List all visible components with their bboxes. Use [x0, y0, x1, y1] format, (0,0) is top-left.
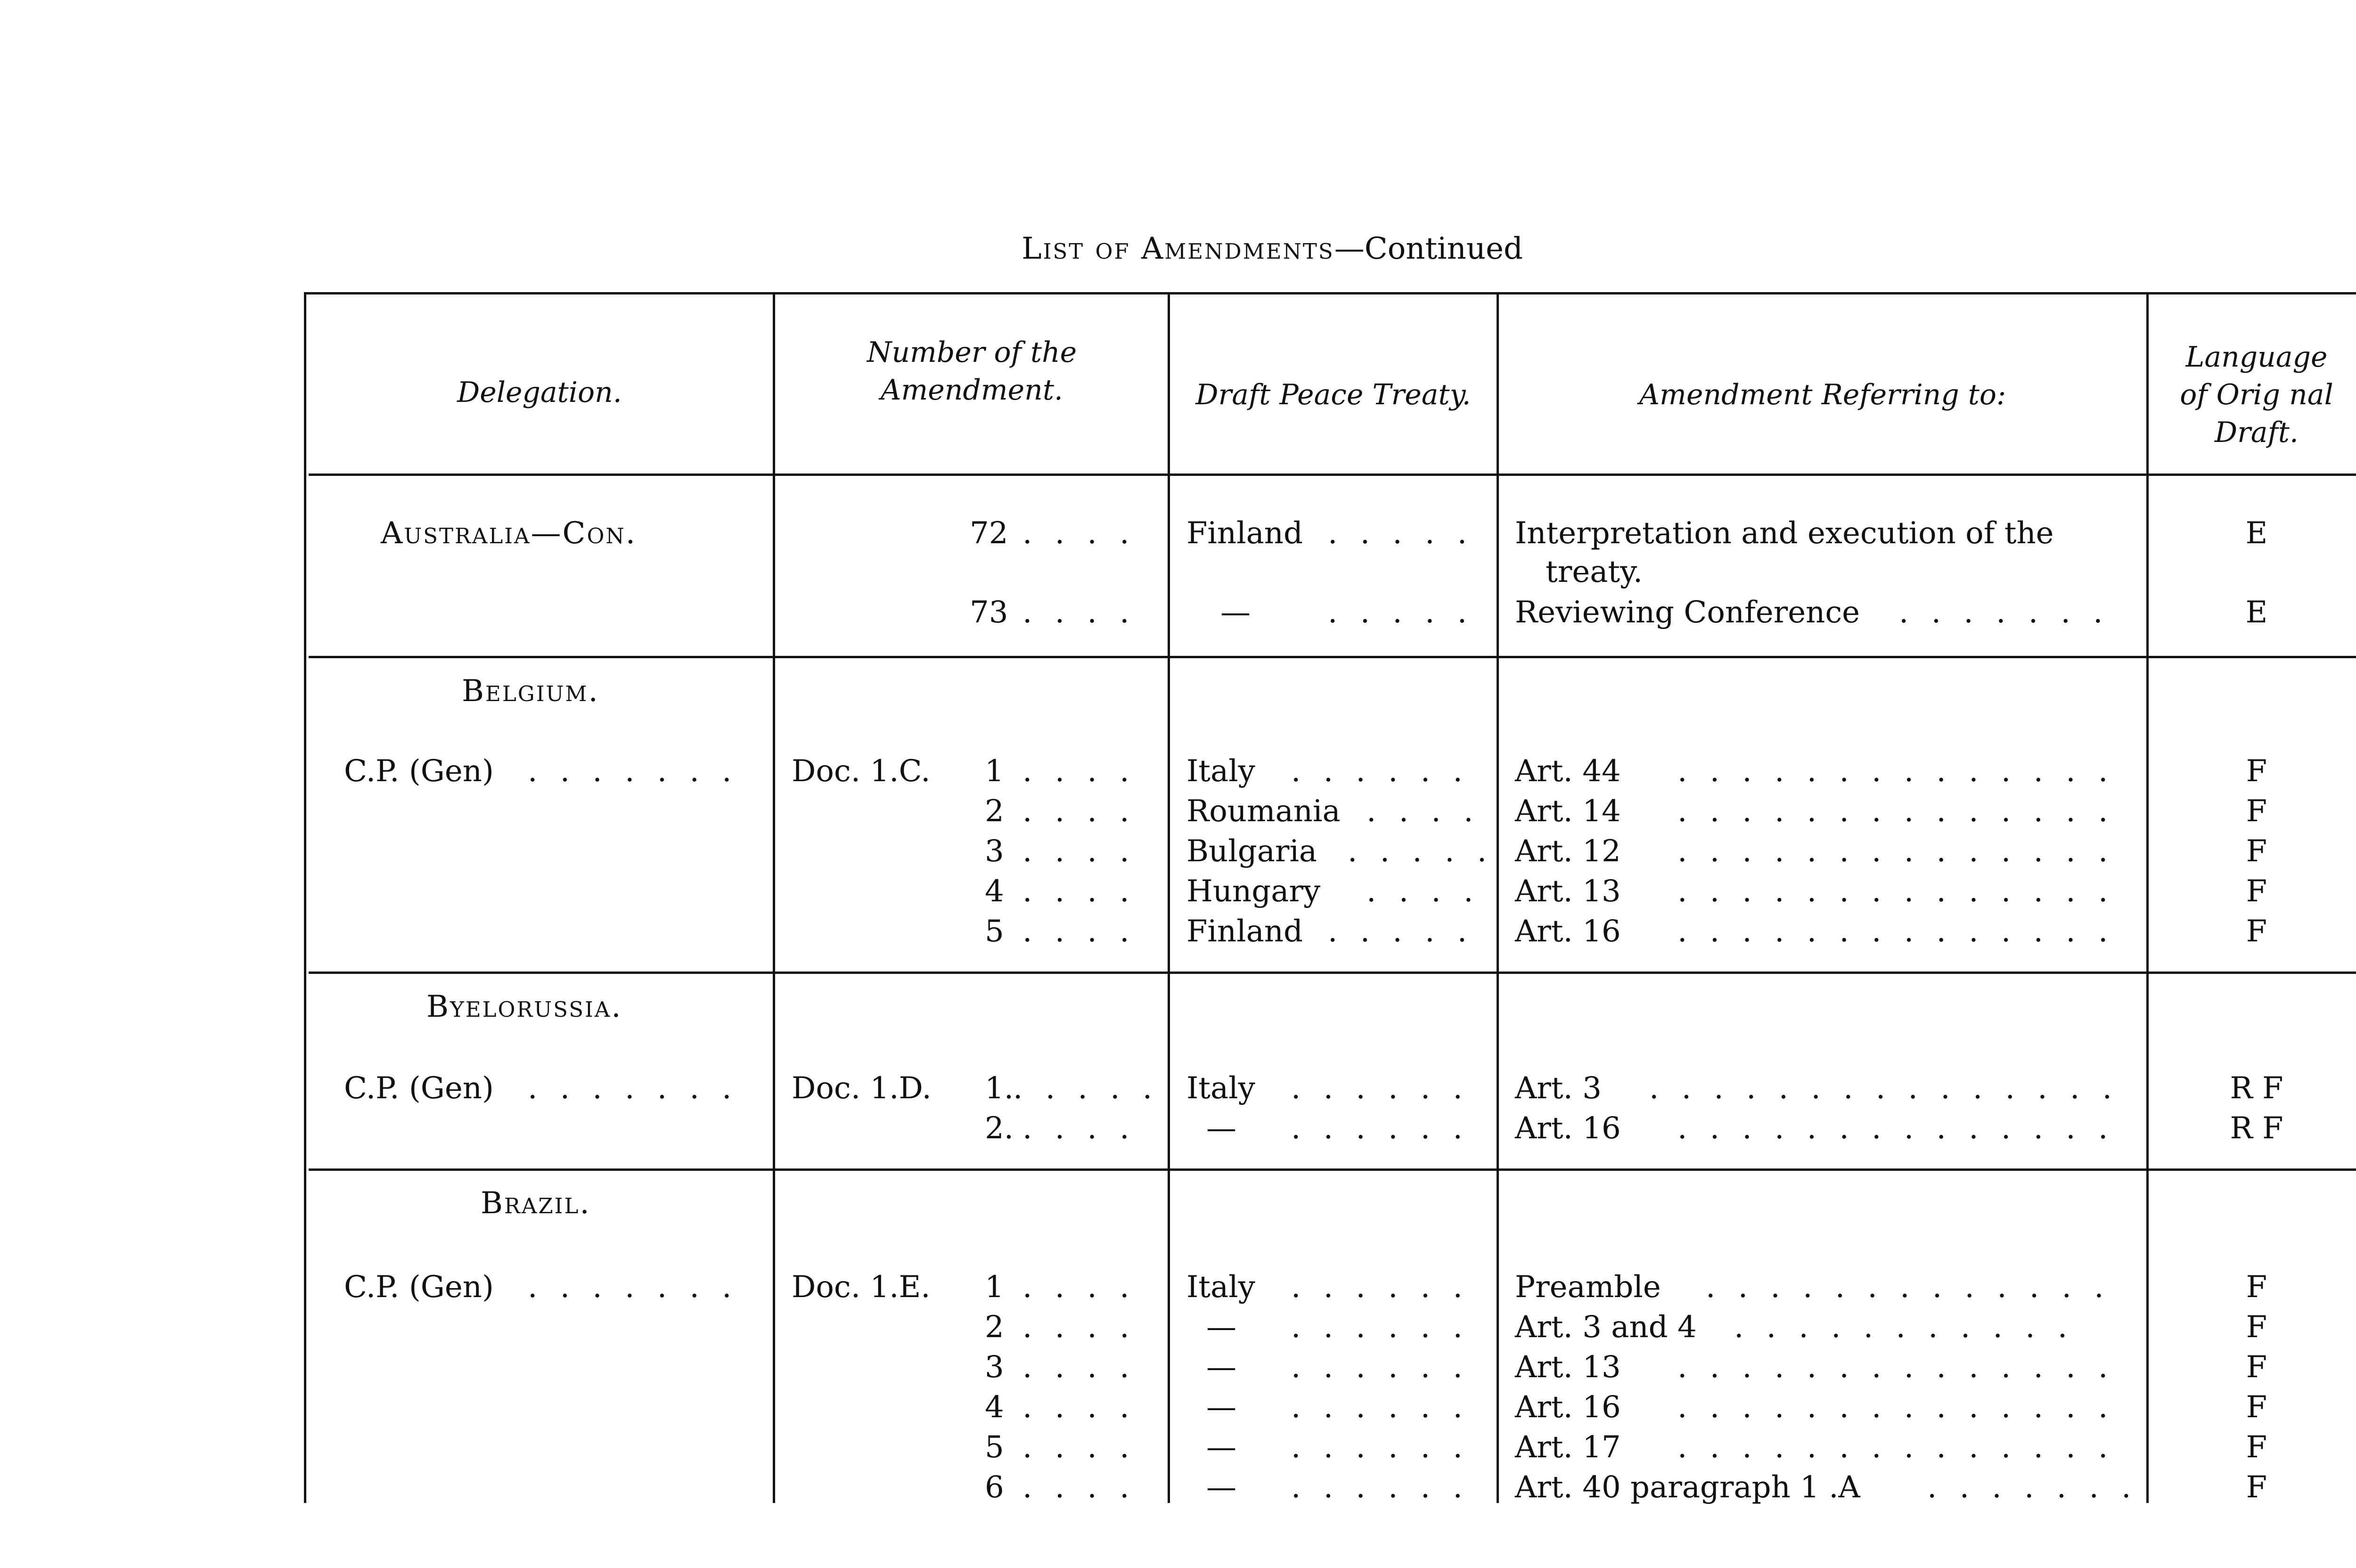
column-rule — [1497, 292, 1499, 1503]
amendment-reference: Art. 3 and 4 — [1515, 1310, 1697, 1345]
dot-leader: . . . . . . — [1291, 1430, 1469, 1465]
draft-treaty: — — [1220, 595, 1251, 630]
page-title-suffix: —Continued — [1334, 231, 1523, 266]
amendment-reference: Art. 17 — [1515, 1430, 1621, 1465]
header-language-line1: Language — [2185, 341, 2328, 374]
dot-leader: . . . . . . . . . . . . . . — [1677, 794, 2115, 829]
draft-treaty: — — [1206, 1470, 1236, 1505]
dot-leader: . . . . . — [1328, 516, 1474, 551]
header-rule — [309, 474, 2356, 476]
language-code: F — [2246, 874, 2267, 909]
section-heading-brazil: Brazil. — [481, 1186, 591, 1221]
dot-leader: . . . . — [1023, 1111, 1136, 1146]
draft-treaty: — — [1206, 1430, 1236, 1465]
draft-treaty: Finland — [1186, 914, 1303, 949]
dot-leader: . . . . . . — [1291, 1071, 1469, 1106]
dot-leader: . . . . — [1366, 874, 1480, 909]
dot-leader: . . . . . . . . . . . . . . — [1677, 1390, 2115, 1425]
amendment-number: 73 — [970, 595, 1008, 630]
dot-leader: . . . . — [1023, 914, 1136, 949]
amendment-reference: Preamble — [1515, 1270, 1661, 1305]
dot-leader: . . . . — [1023, 1270, 1136, 1305]
section-heading-australia: Australia—Con. — [381, 516, 637, 551]
amendment-number: 4 — [985, 874, 1004, 909]
dot-leader: . . . . — [1023, 754, 1136, 789]
dot-leader: . . . . — [1023, 595, 1136, 630]
header-language-line2: of Orig nal — [2180, 378, 2333, 411]
amendment-number: 1 — [985, 754, 1004, 789]
amendment-number: 3 — [985, 834, 1004, 869]
draft-treaty: Finland — [1186, 516, 1303, 551]
section-heading-belgium: Belgium. — [462, 674, 599, 709]
section-rule — [309, 1168, 2356, 1171]
dot-leader: . . . . — [1023, 516, 1136, 551]
draft-treaty: — — [1206, 1390, 1236, 1425]
amendment-reference: Reviewing Conference — [1515, 595, 1860, 630]
draft-treaty: — — [1206, 1350, 1236, 1385]
header-draft-treaty: Draft Peace Treaty. — [1195, 378, 1471, 411]
amendment-number: 1. — [985, 1071, 1014, 1106]
section-rule — [309, 656, 2356, 658]
amendment-reference: Art. 13 — [1515, 1350, 1621, 1385]
dot-leader: . . . . . . . — [1899, 595, 2110, 630]
dot-leader: . . . . . . . . . . . . . . — [1677, 754, 2115, 789]
language-code: E — [2245, 595, 2268, 630]
language-code: F — [2246, 1270, 2267, 1305]
dot-leader: . . . . . — [1013, 1071, 1159, 1106]
dot-leader: . . . . . . . . . . . . . . — [1677, 874, 2115, 909]
amendment-number: 72 — [970, 516, 1008, 551]
column-rule — [773, 292, 775, 1503]
language-code: F — [2246, 914, 2267, 949]
amendment-number: 2 — [985, 1310, 1004, 1345]
delegation-code: C.P. (Gen) — [344, 754, 494, 789]
dot-leader: . . . . — [1023, 794, 1136, 829]
language-code: F — [2246, 754, 2267, 789]
language-code: R F — [2230, 1071, 2283, 1106]
language-code: F — [2246, 1470, 2267, 1505]
dot-leader: . . . . — [1023, 1390, 1136, 1425]
language-code: F — [2246, 1310, 2267, 1345]
draft-treaty: Italy — [1186, 1071, 1255, 1106]
dot-leader: . . . . . . . . . . . — [1734, 1310, 2074, 1345]
amendment-number: 4 — [985, 1390, 1004, 1425]
amendment-reference: Interpretation and execution of the — [1515, 516, 2054, 551]
document-number: Doc. 1.D. — [792, 1071, 932, 1106]
dot-leader: . . . . . . . — [1927, 1470, 2138, 1505]
column-rule — [304, 292, 306, 1503]
dot-leader: . . . . . . . . . . . . . . — [1677, 1111, 2115, 1146]
section-heading-byelorussia: Byelorussia. — [426, 989, 622, 1024]
dot-leader: . . . . . . . . . . . . . — [1706, 1270, 2111, 1305]
dot-leader: . . . . . . . . . . . . . . — [1677, 914, 2115, 949]
amendment-reference: Art. 44 — [1515, 754, 1621, 789]
dot-leader: . . . . . . — [1291, 1111, 1469, 1146]
dot-leader: . . . . . . — [1291, 1390, 1469, 1425]
language-code: F — [2246, 834, 2267, 869]
amendment-number: 2. — [985, 1111, 1014, 1146]
header-number-line1: Number of the — [867, 336, 1077, 369]
delegation-code: C.P. (Gen) — [344, 1071, 494, 1106]
dot-leader: . . . . — [1366, 794, 1480, 829]
dot-leader: . . . . — [1023, 1430, 1136, 1465]
dot-leader: . . . . . — [1328, 595, 1474, 630]
amendment-reference: Art. 12 — [1515, 834, 1621, 869]
amendment-reference: Art. 14 — [1515, 794, 1621, 829]
dot-leader: . . . . — [1023, 1470, 1136, 1505]
dot-leader: . . . . . — [1328, 914, 1474, 949]
amendment-reference: Art. 16 — [1515, 1390, 1621, 1425]
draft-treaty: Italy — [1186, 1270, 1255, 1305]
amendment-reference: Art. 16 — [1515, 914, 1621, 949]
dot-leader: . . . . . . . . . . . . . . . — [1649, 1071, 2119, 1106]
dot-leader: . . . . . . . — [528, 1270, 738, 1305]
amendment-number: 5 — [985, 1430, 1004, 1465]
dot-leader: . . . . . . . . . . . . . . — [1677, 834, 2115, 869]
dot-leader: . . . . — [1023, 874, 1136, 909]
amendment-number: 2 — [985, 794, 1004, 829]
amendment-reference: Art. 3 — [1515, 1071, 1602, 1106]
amendment-reference: Art. 16 — [1515, 1111, 1621, 1146]
language-code: R F — [2230, 1111, 2283, 1146]
dot-leader: . . . . — [1023, 1310, 1136, 1345]
language-code: E — [2245, 516, 2268, 551]
dot-leader: . . . . . . — [1291, 1350, 1469, 1385]
draft-treaty: — — [1206, 1111, 1236, 1146]
language-code: F — [2246, 794, 2267, 829]
dot-leader: . . . . . . — [1291, 1470, 1469, 1505]
header-referring: Amendment Referring to: — [1639, 378, 2006, 411]
section-rule — [309, 972, 2356, 974]
dot-leader: . . . . . . — [1291, 754, 1469, 789]
header-language-line3: Draft. — [2215, 416, 2299, 449]
table-top-rule — [304, 292, 2356, 294]
draft-treaty: Hungary — [1186, 874, 1321, 909]
draft-treaty: Roumania — [1186, 794, 1341, 829]
dot-leader: . . . . . . — [1291, 1270, 1469, 1305]
dot-leader: . . . . . . . — [528, 754, 738, 789]
document-number: Doc. 1.C. — [792, 754, 931, 789]
dot-leader: . . . . — [1023, 834, 1136, 869]
draft-treaty: Italy — [1186, 754, 1255, 789]
header-delegation: Delegation. — [457, 376, 622, 409]
dot-leader: . . . . . . . — [528, 1071, 738, 1106]
page-title-main: List of Amendments — [1022, 231, 1334, 266]
column-rule — [1168, 292, 1170, 1503]
document-number: Doc. 1.E. — [792, 1270, 931, 1305]
amendment-reference: Art. 13 — [1515, 874, 1621, 909]
amendment-reference: Art. 40 paragraph 1 .A — [1515, 1470, 1860, 1505]
amendment-number: 3 — [985, 1350, 1004, 1385]
dot-leader: . . . . . . . . . . . . . . — [1677, 1350, 2115, 1385]
amendment-number: 6 — [985, 1470, 1004, 1505]
header-number-line2: Amendment. — [880, 374, 1063, 407]
amendment-number: 1 — [985, 1270, 1004, 1305]
amendment-number: 5 — [985, 914, 1004, 949]
language-code: F — [2246, 1390, 2267, 1425]
dot-leader: . . . . . . . . . . . . . . — [1677, 1430, 2115, 1465]
dot-leader: . . . . . — [1348, 834, 1494, 869]
language-code: F — [2246, 1430, 2267, 1465]
amendment-reference-continued: treaty. — [1546, 555, 1643, 589]
language-code: F — [2246, 1350, 2267, 1385]
dot-leader: . . . . — [1023, 1350, 1136, 1385]
draft-treaty: Bulgaria — [1186, 834, 1317, 869]
draft-treaty: — — [1206, 1310, 1236, 1345]
dot-leader: . . . . . . — [1291, 1310, 1469, 1345]
delegation-code: C.P. (Gen) — [344, 1270, 494, 1305]
